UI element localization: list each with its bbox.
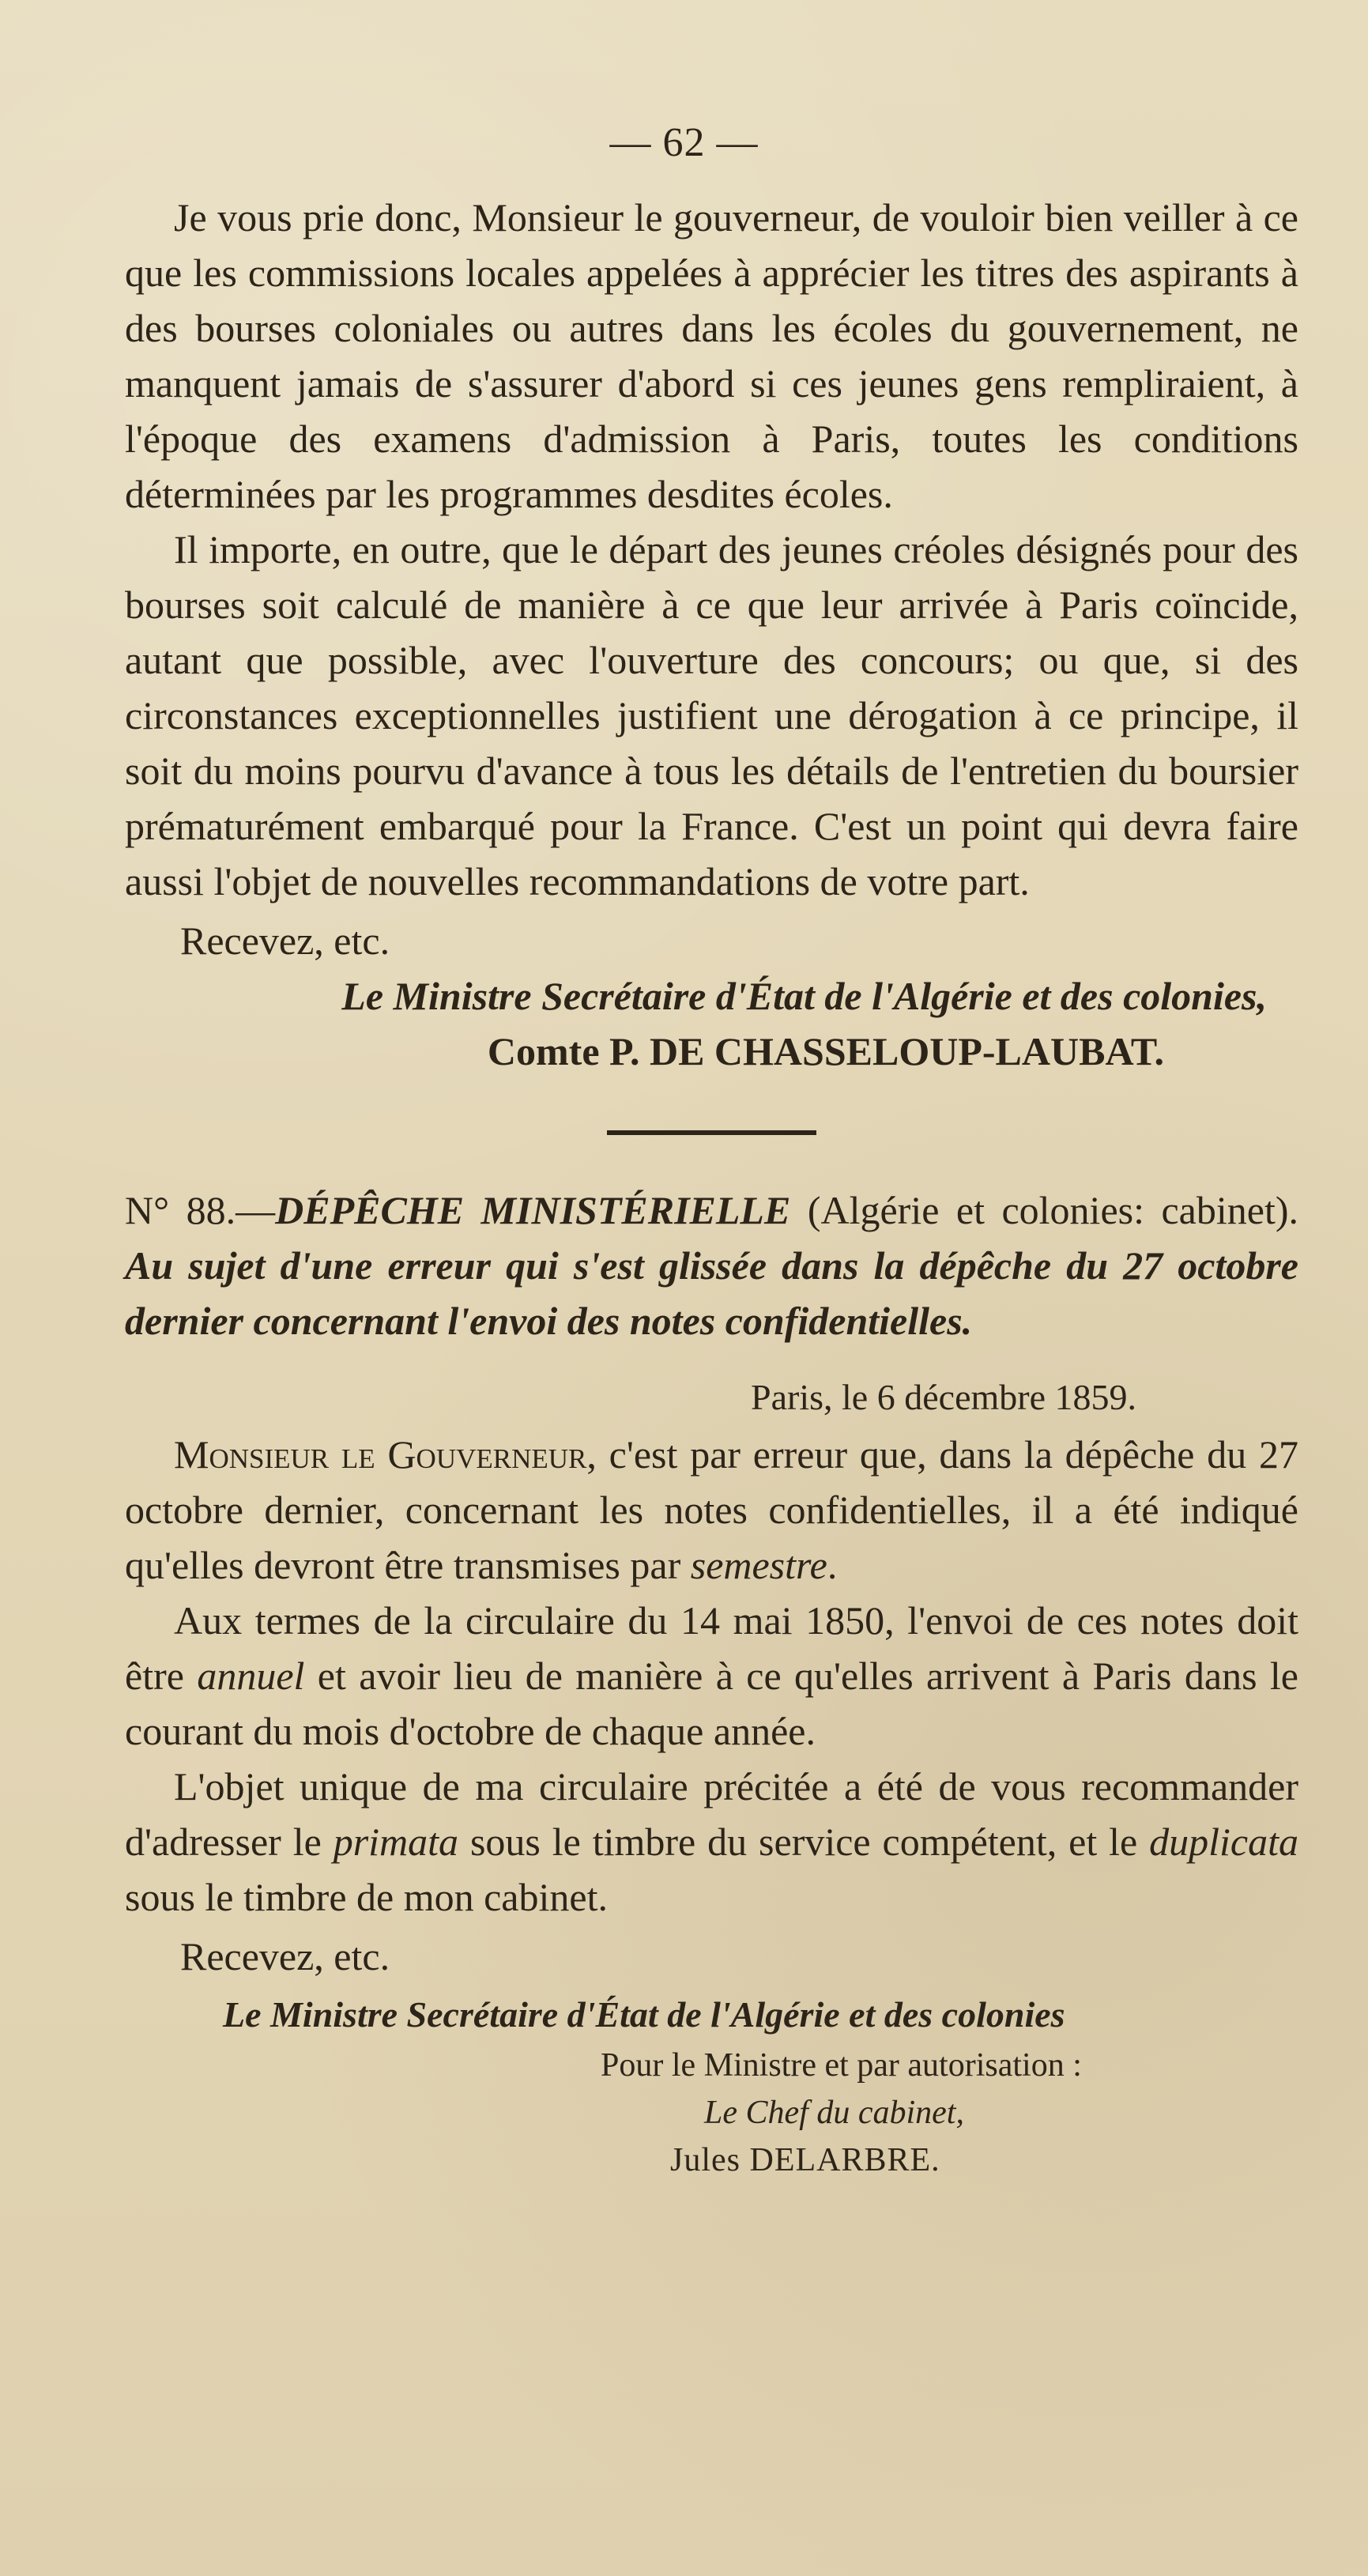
paragraph-4-emphasis: annuel bbox=[197, 1654, 305, 1698]
paragraph-5-emphasis-1: primata bbox=[333, 1820, 459, 1864]
paragraph-3 bbox=[125, 1427, 1298, 1593]
signature-2-name: Jules DELARBRE. bbox=[670, 2142, 940, 2178]
dispatch-subject: Au sujet d'une erreur qui s'est glissée dans la dépêche du 27 octobre dernier concernant l'envoi des notes confidentielles. bbox=[125, 1243, 1298, 1343]
signature-2-title: Le Ministre Secrétaire d'État de l'Algérie et des colonies bbox=[223, 1994, 1065, 2035]
dispatch-number: N° 88. bbox=[125, 1188, 236, 1232]
signature-1-title: Le Ministre Secrétaire d'État de l'Algérie et des colonies, bbox=[341, 974, 1267, 1018]
chef-line: Le Chef du cabinet, bbox=[704, 2095, 964, 2131]
page-content bbox=[125, 190, 1298, 2184]
paragraph-4-text: Aux termes de la circulaire du 14 mai 1850, l'envoi de ces notes doit être bbox=[125, 1598, 1298, 1698]
page-number: — 62 — bbox=[609, 120, 759, 165]
paragraph-3-text: c'est par erreur que, dans la dépêche du 27 octobre dernier, concernant les notes confidentielles, il a été indiqué qu'elles devront être transmises par bbox=[125, 1432, 1299, 1587]
paragraph-4-end: et avoir lieu de manière à ce qu'elles arrivent à Paris dans le courant du mois d'octobre de chaque année. bbox=[125, 1654, 1298, 1753]
paragraph-5-end: sous le timbre de mon cabinet. bbox=[125, 1875, 608, 1919]
paragraph-5 bbox=[125, 1759, 1298, 1925]
paragraph-1: Je vous prie donc, Monsieur le gouverneur, de vouloir bien veiller à ce que les commissions locales appelées à apprécier les titres des aspirants à des bourses coloniales ou autres dans les écoles du gouvernement, ne manquent jamais de s'assurer d'abord si ces jeunes gens rempliraient, à l'époque des examens d'admission à Paris, toutes les conditions déterminées par les programmes desdites écoles. bbox=[125, 195, 1298, 516]
closing-line-1: Recevez, etc. bbox=[180, 918, 390, 963]
paragraph-3-emphasis: semestre bbox=[690, 1543, 827, 1587]
dispatch-heading bbox=[125, 1182, 1298, 1348]
dateline: Paris, le 6 décembre 1859. bbox=[751, 1377, 1136, 1417]
section-divider bbox=[607, 1130, 816, 1135]
dispatch-type: DÉPÊCHE MINISTÉRIELLE bbox=[275, 1188, 791, 1232]
paragraph-5-text: L'objet unique de ma circulaire précitée a été de vous recommander d'adresser le bbox=[125, 1764, 1298, 1864]
dispatch-office: (Algérie et colonies: cabinet). bbox=[790, 1188, 1298, 1232]
paragraph-2: Il importe, en outre, que le départ des jeunes créoles désignés pour des bourses soit calculé de manière à ce que leur arrivée à Paris coïncide, autant que possible, avec l'ouverture des concours; ou que, si des circonstances exceptionnelles justifient une dérogation à ce principe, il soit du moins pourvu d'avance à tous les détails de l'entretien du boursier prématurément embarqué pour la France. C'est un point qui devra faire aussi l'objet de nouvelles recommandations de votre part. bbox=[125, 527, 1298, 903]
signature-1-name: Comte P. DE CHASSELOUP-LAUBAT. bbox=[487, 1029, 1164, 1073]
authorization-line: Pour le Ministre et par autorisation : bbox=[601, 2047, 1082, 2084]
salutation: Monsieur le Gouverneur, bbox=[174, 1432, 597, 1477]
dispatch-dash: — bbox=[236, 1188, 276, 1232]
paragraph-5-middle: sous le timbre du service compétent, et le bbox=[458, 1820, 1150, 1864]
closing-line-2: Recevez, etc. bbox=[180, 1934, 390, 1978]
paragraph-4 bbox=[125, 1593, 1298, 1759]
paragraph-5-emphasis-2: duplicata bbox=[1149, 1820, 1299, 1864]
paragraph-3-end: . bbox=[827, 1543, 838, 1587]
